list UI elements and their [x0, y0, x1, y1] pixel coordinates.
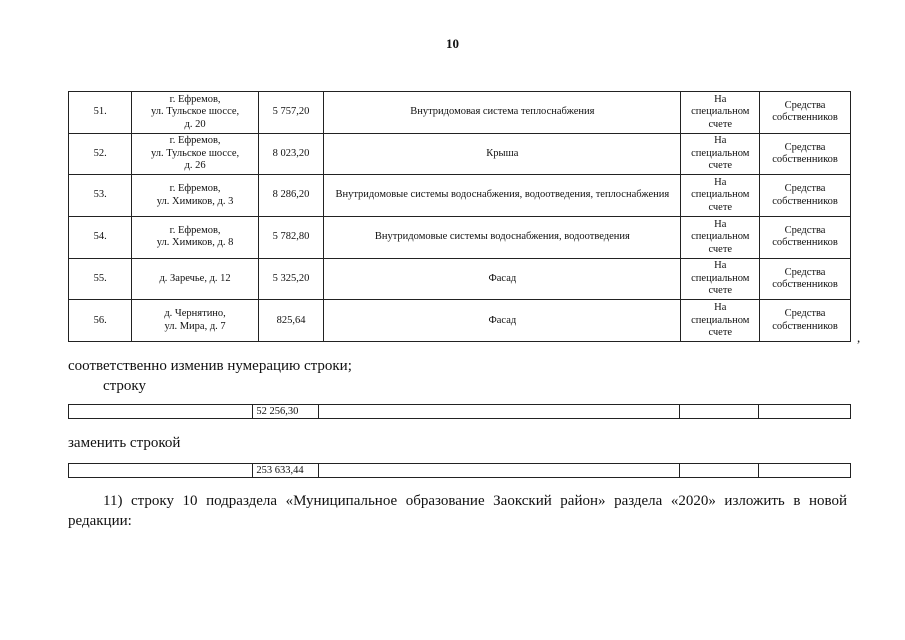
funding-source-cell-line: собственников: [772, 279, 838, 291]
account-cell-line: На: [714, 135, 727, 147]
summary-empty-cell: [679, 464, 758, 478]
funding-source-cell-line: собственников: [772, 195, 838, 207]
cost-cell-line: 5 782,80: [272, 231, 310, 243]
address-cell-line: г. Ефремов,: [169, 135, 221, 147]
old-total-row: [68, 404, 851, 419]
funding-source-cell-line: собственников: [772, 154, 838, 166]
cost-cell-line: 5 757,20: [272, 106, 310, 118]
work-type-cell: [324, 217, 681, 259]
trailing-comma: ,: [857, 330, 861, 345]
cost-cell-line: 825,64: [276, 314, 306, 326]
table-row: [69, 258, 851, 300]
page-number: 10: [446, 36, 459, 51]
funding-source-cell-line: Средства: [784, 183, 826, 195]
work-type-cell: [324, 258, 681, 300]
address-cell-line: ул. Тульское шоссе,: [150, 147, 240, 159]
row-number: [69, 300, 132, 342]
account-cell-line: специальном: [691, 272, 750, 284]
row-number: [69, 217, 132, 259]
account-cell-line: На: [714, 218, 727, 230]
repair-table: [68, 91, 851, 342]
summary-empty-cell: [759, 464, 851, 478]
row-number: [69, 133, 132, 175]
work-type-cell-line: Фасад: [488, 314, 517, 326]
table-row: [69, 217, 851, 259]
table-row: [69, 133, 851, 175]
account-cell: [681, 92, 760, 134]
funding-source-cell-line: собственников: [772, 112, 838, 124]
summary-empty-cell: [759, 405, 851, 419]
funding-source-cell: [760, 133, 851, 175]
address-cell: [132, 300, 259, 342]
cost-cell-line: 8 023,20: [272, 147, 310, 159]
account-cell: [681, 133, 760, 175]
address-cell-line: д. 26: [184, 160, 206, 172]
new-total: 253 633,44: [253, 464, 319, 478]
table-row: [69, 300, 851, 342]
address-cell: [132, 133, 259, 175]
summary-blank-cell: [69, 405, 253, 419]
new-total-row: [68, 463, 851, 478]
work-type-cell: [324, 175, 681, 217]
account-cell-line: специальном: [691, 314, 750, 326]
funding-source-cell-line: Средства: [784, 99, 826, 111]
funding-source-cell-line: Средства: [784, 224, 826, 236]
account-cell: [681, 300, 760, 342]
account-cell: [681, 258, 760, 300]
address-cell-line: д. Заречье, д. 12: [159, 272, 231, 284]
line-label: строку: [103, 378, 146, 394]
address-cell: [132, 258, 259, 300]
account-cell-line: специальном: [691, 189, 750, 201]
row-number: [69, 92, 132, 134]
work-type-cell: [324, 133, 681, 175]
work-type-cell: [324, 92, 681, 134]
table-row: [69, 92, 851, 134]
old-total: 52 256,30: [253, 405, 319, 419]
funding-source-cell-line: собственников: [772, 320, 838, 332]
cost-cell: [258, 217, 323, 259]
account-cell: [681, 175, 760, 217]
cost-cell-line: 5 325,20: [272, 272, 310, 284]
address-cell-line: ул. Химиков, д. 8: [156, 237, 234, 249]
row-number: [69, 175, 132, 217]
cost-cell: [258, 258, 323, 300]
account-cell-line: специальном: [691, 231, 750, 243]
summary-empty-cell: [319, 405, 680, 419]
address-cell: [132, 217, 259, 259]
summary-blank-cell: [69, 464, 253, 478]
cost-cell: [258, 175, 323, 217]
row-number-line: 54.: [93, 231, 107, 243]
address-cell-line: г. Ефремов,: [169, 224, 221, 236]
work-type-cell-line: Фасад: [488, 272, 517, 284]
cost-cell: [258, 92, 323, 134]
account-cell-line: счете: [708, 118, 733, 130]
address-cell-line: д. 20: [184, 118, 206, 130]
account-cell-line: специальном: [691, 147, 750, 159]
address-cell-line: д. Чернятино,: [164, 308, 226, 320]
funding-source-cell-line: Средства: [784, 141, 826, 153]
summary-empty-cell: [319, 464, 680, 478]
cost-cell-line: 8 286,20: [272, 189, 310, 201]
row-number: [69, 258, 132, 300]
work-type-cell-line: Внутридомовые системы водоснабжения, водоотведения, теплоснабжения: [335, 189, 670, 201]
address-cell-line: г. Ефремов,: [169, 93, 221, 105]
work-type-cell: [324, 300, 681, 342]
address-cell-line: ул. Тульское шоссе,: [150, 106, 240, 118]
address-cell-line: ул. Мира, д. 7: [164, 320, 226, 332]
funding-source-cell-line: Средства: [784, 266, 826, 278]
account-cell: [681, 217, 760, 259]
funding-source-cell: [760, 92, 851, 134]
row-number-line: 52.: [93, 147, 107, 159]
account-cell-line: На: [714, 93, 727, 105]
account-cell-line: счете: [708, 285, 733, 297]
row-number-line: 56.: [93, 314, 107, 326]
address-cell-line: г. Ефремов,: [169, 183, 221, 195]
address-cell: [132, 175, 259, 217]
account-cell-line: счете: [708, 201, 733, 213]
renumber-text: соответственно изменив нумерацию строки;: [68, 358, 352, 374]
work-type-cell-line: Крыша: [486, 147, 519, 159]
account-cell-line: На: [714, 176, 727, 188]
account-cell-line: На: [714, 260, 727, 272]
account-cell-line: На: [714, 302, 727, 314]
funding-source-cell: [760, 258, 851, 300]
funding-source-cell-line: Средства: [784, 308, 826, 320]
funding-source-cell: [760, 300, 851, 342]
table-row: [69, 175, 851, 217]
summary-empty-cell: [679, 405, 758, 419]
address-cell: [132, 92, 259, 134]
replace-label: заменить строкой: [68, 435, 181, 451]
funding-source-cell: [760, 175, 851, 217]
amendment-text: 11) строку 10 подраздела «Муниципальное образование Заокский район» раздела «2020» изложить в новой редакции:: [68, 493, 847, 529]
row-number-line: 53.: [93, 189, 107, 201]
work-type-cell-line: Внутридомовые системы водоснабжения, водоотведения: [374, 231, 630, 243]
funding-source-cell-line: собственников: [772, 237, 838, 249]
funding-source-cell: [760, 217, 851, 259]
account-cell-line: счете: [708, 327, 733, 339]
cost-cell: [258, 300, 323, 342]
row-number-line: 55.: [93, 272, 107, 284]
account-cell-line: счете: [708, 160, 733, 172]
account-cell-line: счете: [708, 243, 733, 255]
row-number-line: 51.: [93, 106, 107, 118]
cost-cell: [258, 133, 323, 175]
address-cell-line: ул. Химиков, д. 3: [156, 195, 234, 207]
work-type-cell-line: Внутридомовая система теплоснабжения: [410, 106, 595, 118]
account-cell-line: специальном: [691, 106, 750, 118]
